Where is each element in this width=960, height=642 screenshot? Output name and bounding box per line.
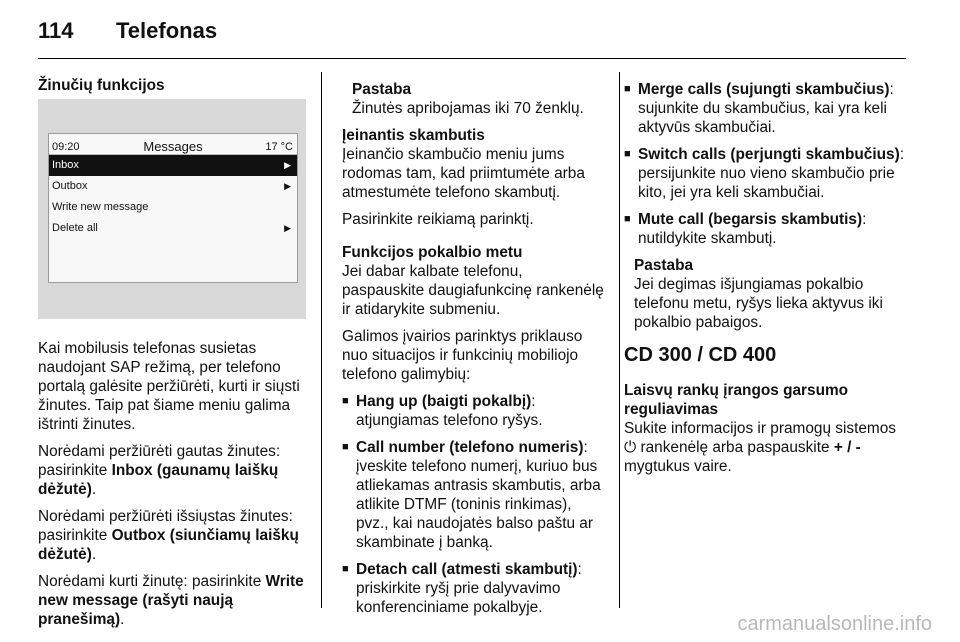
- column-1: [38, 76, 306, 637]
- text: : priskirkite ryšį prie dalyvavimo konferenciniame pokalbyje.: [356, 561, 582, 616]
- menu-item-inbox[interactable]: [49, 155, 297, 176]
- paragraph-inbox: [38, 442, 306, 499]
- text: rankenėlę arba paspauskite: [636, 439, 834, 456]
- arrow-right-icon: ▶: [284, 181, 291, 191]
- note-title: Pastaba: [634, 257, 694, 274]
- bold-term: Write new message (rašyti naują pranešimą): [38, 573, 304, 628]
- column-3: [624, 80, 910, 484]
- text: : persijunkite nuo vieno skambučio prie kito, jei yra keli skambučiai.: [638, 146, 904, 201]
- section-heading-volume: Laisvų rankų įrangos garsumo reguliavimas: [624, 382, 849, 418]
- text: Norėdami peržiūrėti išsiųstas žinutes: pasirinkite: [38, 508, 293, 544]
- period: .: [91, 546, 97, 563]
- bullet-switch-calls: [624, 145, 910, 202]
- note-text: Žinutės apribojamas iki 70 ženklų.: [352, 100, 584, 117]
- paragraph-options: Galimos įvairios parinktys priklauso nuo situacijos ir funkcinių mobiliojo telefono galimybių:: [342, 328, 583, 383]
- menu-item-label: Outbox: [52, 180, 88, 192]
- column-divider-1: [321, 72, 322, 608]
- note-box: [624, 256, 910, 332]
- bold-term: Outbox (siunčiamų laiškų dėžutė): [38, 527, 299, 563]
- bold-term: Detach call (atmesti skambutį): [356, 561, 578, 578]
- footer-watermark: carmanualsonline.info: [737, 613, 932, 635]
- display-panel: [48, 133, 298, 283]
- power-knob-icon: ⏻: [624, 439, 637, 456]
- paragraph-incoming: Įeinančio skambučio meniu jums rodomas tam, kad priimtumėte arba atmestumėte telefono skambutį.: [342, 146, 585, 201]
- note-title: Pastaba: [352, 81, 412, 98]
- text: Sukite informacijos ir pramogų sistemos: [624, 420, 896, 437]
- column-divider-2: [619, 72, 620, 608]
- display-title: Messages: [143, 139, 203, 154]
- page-header: [38, 18, 217, 44]
- arrow-right-icon: ▶: [284, 160, 291, 170]
- display-time: 09:20: [52, 141, 80, 153]
- bullet-detach-call: [342, 560, 608, 617]
- menu-item-label: Inbox: [52, 159, 79, 171]
- column-2: [342, 80, 608, 625]
- text: mygtukus vaire.: [624, 458, 732, 475]
- paragraph-sap: Kai mobilusis telefonas susietas naudojant SAP režimą, per telefono portalą galėsite peržiūrėti, kurti ir siųsti žinutes. Taip pat šiame meniu galima ištrinti žinutes.: [38, 340, 300, 433]
- period: .: [91, 481, 97, 498]
- text: Norėdami kurti žinutę: pasirinkite: [38, 573, 266, 590]
- section-heading-incoming: Įeinantis skambutis: [342, 127, 485, 144]
- text: : įveskite telefono numerį, kuriuo bus atliekamas antrasis skambutis, arba atlikite DTMF (toninis rinkimas), pvz., kai naudojatės balso paštu ar skambinate į banką.: [356, 439, 601, 551]
- text: : sujunkite du skambučius, kai yra keli aktyvūs skambučiai.: [638, 81, 894, 136]
- header-rule: [38, 58, 906, 59]
- text: Norėdami peržiūrėti gautas žinutes: pasirinkite: [38, 443, 281, 479]
- section-heading-messages: Žinučių funkcijos: [38, 77, 165, 94]
- bold-term: Inbox (gaunamų laiškų dėžutė): [38, 462, 279, 498]
- arrow-right-icon: ▶: [284, 223, 291, 233]
- paragraph-select-option: Pasirinkite reikiamą parinktį.: [342, 211, 534, 228]
- bold-term: Call number (telefono numeris): [356, 439, 584, 456]
- bold-term: + / -: [833, 439, 861, 456]
- menu-item-label: Write new message: [52, 201, 149, 213]
- menu-item-outbox[interactable]: [49, 176, 297, 197]
- bullet-hang-up: [342, 392, 608, 430]
- display-status-bar: [49, 134, 297, 155]
- paragraph-volume: [624, 419, 910, 476]
- paragraph-in-call: Jei dabar kalbate telefonu, paspauskite daugiafunkcinę rankenėlę ir atidarykite submeniu.: [342, 263, 604, 318]
- paragraph-outbox: [38, 507, 306, 564]
- menu-item-delete-all[interactable]: [49, 218, 297, 239]
- paragraph-write: [38, 572, 306, 629]
- text: : nutildykite skambutį.: [638, 211, 867, 247]
- text: : atjungiamas telefono ryšys.: [356, 393, 543, 429]
- page-title: Telefonas: [116, 18, 218, 43]
- section-heading-in-call: Funkcijos pokalbio metu: [342, 244, 523, 261]
- menu-item-label: Delete all: [52, 222, 98, 234]
- page-number: 114: [38, 18, 74, 43]
- messages-screen-image: [38, 99, 306, 319]
- bold-term: Hang up (baigti pokalbį): [356, 393, 532, 410]
- bullet-merge-calls: [624, 80, 910, 137]
- note-box: [342, 80, 608, 118]
- bullet-mute-call: [624, 210, 910, 248]
- section-heading-cd: CD 300 / CD 400: [624, 344, 777, 366]
- bullet-call-number: [342, 438, 608, 552]
- bold-term: Switch calls (perjungti skambučius): [638, 146, 900, 163]
- note-text: Jei degimas išjungiamas pokalbio telefonu metu, ryšys lieka aktyvus iki pokalbio pabaigos.: [634, 276, 883, 331]
- menu-item-write-new-message[interactable]: [49, 197, 297, 218]
- bold-term: Mute call (begarsis skambutis): [638, 211, 863, 228]
- display-temperature: 17 °C: [265, 141, 293, 153]
- bold-term: Merge calls (sujungti skambučius): [638, 81, 890, 98]
- period: .: [120, 611, 125, 628]
